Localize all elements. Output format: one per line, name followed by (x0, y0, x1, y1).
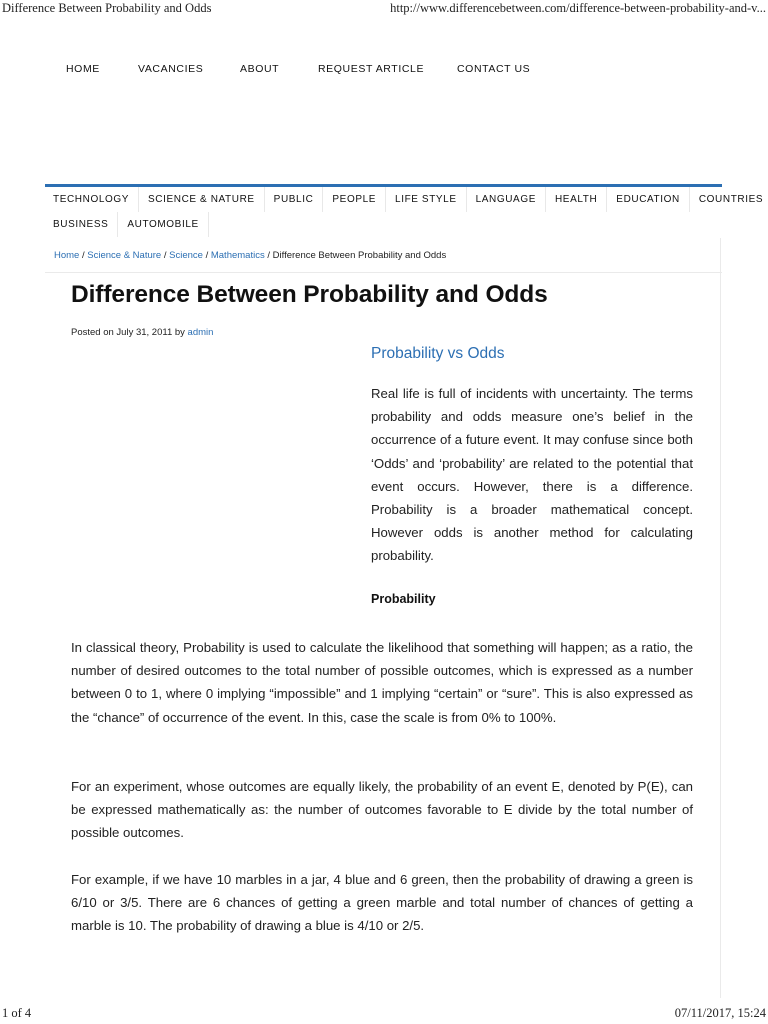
author-link[interactable]: admin (187, 327, 214, 338)
breadcrumb (54, 250, 446, 261)
category-row-2 (45, 212, 722, 237)
article-title: Difference Between Probability and Odds (71, 281, 548, 308)
category-technology[interactable]: TECHNOLOGY (45, 187, 139, 212)
content-divider-vertical (720, 238, 721, 998)
body-paragraph: For an experiment, whose outcomes are equally likely, the probability of an event E, denoted by P(E), can be expressed mathematically as: the number of outcomes favorable to E divide by the total number of possible outcomes. (71, 779, 693, 841)
breadcrumb-science[interactable]: Science (169, 250, 203, 261)
category-people[interactable]: PEOPLE (323, 187, 386, 212)
breadcrumb-science-nature[interactable]: Science & Nature (87, 250, 162, 261)
print-page-url: http://www.differencebetween.com/difference-between-probability-and-v... (390, 1, 766, 15)
category-bar (45, 184, 764, 237)
category-row-1 (45, 187, 764, 212)
intro-paragraph: Real life is full of incidents with uncertainty. The terms probability and odds measure one’s belief in the occurrence of a future event. It may confuse since both ‘Odds’ and ‘probability’ are related to the potential that event occurs. However, there is a difference. Probability is a broader mathematical concept. However odds is another method for calculating probability. (371, 386, 693, 564)
print-datetime: 07/11/2017, 15:24 (674, 1006, 766, 1020)
nav-about[interactable]: ABOUT (240, 63, 280, 75)
breadcrumb-separator: / (264, 250, 273, 261)
section-heading-probability: Probability (371, 592, 436, 606)
category-health[interactable]: HEALTH (546, 187, 607, 212)
print-header (0, 0, 768, 20)
post-meta (71, 327, 213, 338)
category-business[interactable]: BUSINESS (45, 212, 118, 237)
body-paragraph: In classical theory, Probability is used to calculate the likelihood that something will happen; as a ratio, the number of desired outcomes to the total number of possible outcomes, which is expressed as a number between 0 to 1, where 0 implying “impossible” and 1 implying “certain” or “sure”. This is also expressed as the “chance” of occurrence of the event. In this, case the scale is from 0% to 100%. (71, 640, 693, 725)
breadcrumb-current: Difference Between Probability and Odds (272, 250, 447, 261)
print-page-title: Difference Between Probability and Odds (2, 1, 212, 15)
nav-request-article[interactable]: REQUEST ARTICLE (318, 63, 425, 75)
print-footer (0, 1002, 768, 1024)
category-countries[interactable]: COUNTRIES (690, 187, 768, 212)
breadcrumb-separator: / (79, 250, 88, 261)
breadcrumb-mathematics[interactable]: Mathematics (210, 250, 265, 261)
content-divider-horizontal (45, 272, 722, 273)
breadcrumb-home[interactable]: Home (54, 250, 80, 261)
top-nav (66, 63, 530, 75)
breadcrumb-separator: / (161, 250, 170, 261)
body-paragraph: For example, if we have 10 marbles in a jar, 4 blue and 6 green, then the probability of drawing a green is 6/10 or 3/5. There are 6 chances of getting a green marble and total number of chances of getting a marble is 10. The probability of drawing a blue is 4/10 or 2/5. (71, 872, 693, 934)
category-education[interactable]: EDUCATION (607, 187, 690, 212)
page-number: 1 of 4 (2, 1006, 32, 1020)
article-subheading: Probability vs Odds (371, 345, 505, 362)
post-date: Posted on July 31, 2011 by (71, 327, 188, 338)
category-public[interactable]: PUBLIC (265, 187, 324, 212)
category-science-nature[interactable]: SCIENCE & NATURE (139, 187, 265, 212)
category-life-style[interactable]: LIFE STYLE (386, 187, 467, 212)
breadcrumb-separator: / (202, 250, 211, 261)
nav-vacancies[interactable]: VACANCIES (138, 63, 204, 75)
category-automobile[interactable]: AUTOMOBILE (118, 212, 208, 237)
category-language[interactable]: LANGUAGE (467, 187, 546, 212)
nav-contact-us[interactable]: CONTACT US (457, 63, 531, 75)
nav-home[interactable]: HOME (66, 63, 100, 75)
